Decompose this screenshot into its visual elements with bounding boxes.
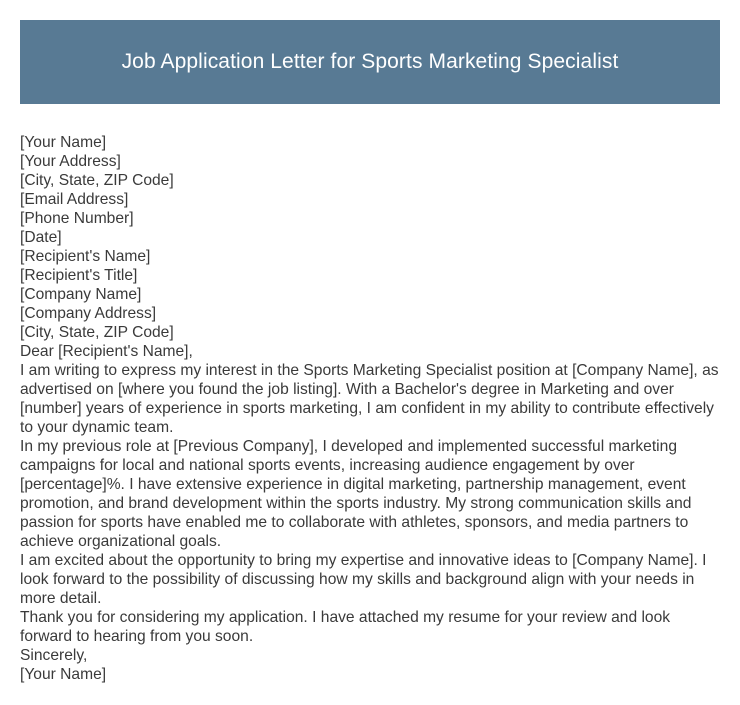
closing: Sincerely,: [20, 647, 88, 664]
sender-address: [Your Address]: [20, 153, 121, 170]
recipient-title: [Recipient's Title]: [20, 267, 138, 284]
salutation: Dear [Recipient's Name],: [20, 343, 193, 360]
paragraph-experience: In my previous role at [Previous Company], I developed and implemented successful marketing campaigns for local and national sports events, increasing audience engagement by over [percentage]%. I have extensive experience in digital marketing, partnership management, event promotion, and brand development within the sports industry. My strong communication skills and passion for sports have enabled me to collaborate with athletes, sponsors, and media partners to achieve organizational goals.: [20, 438, 692, 550]
sender-name: [Your Name]: [20, 134, 107, 151]
signature: [Your Name]: [20, 666, 107, 683]
paragraph-thanks: Thank you for considering my application. I have attached my resume for your review and look forward to hearing from you soon.: [20, 609, 671, 645]
sender-city-state-zip: [City, State, ZIP Code]: [20, 172, 174, 189]
paragraph-interest: I am excited about the opportunity to bring my expertise and innovative ideas to [Company Name]. I look forward to the possibility of discussing how my skills and background align with your needs in more detail.: [20, 552, 707, 607]
sender-phone: [Phone Number]: [20, 210, 134, 227]
title-banner: [20, 20, 720, 104]
page-title: Job Application Letter for Sports Marketing Specialist: [121, 50, 619, 73]
letter-body: [20, 133, 720, 684]
recipient-company: [Company Name]: [20, 286, 142, 303]
sender-email: [Email Address]: [20, 191, 129, 208]
paragraph-intro: I am writing to express my interest in the Sports Marketing Specialist position at [Company Name], as advertised on [where you found the job listing]. With a Bachelor's degree in Marketing and over [number] years of experience in sports marketing, I am confident in my ability to contribute effectively to your dynamic team.: [20, 362, 719, 436]
recipient-address: [Company Address]: [20, 305, 157, 322]
letter-date: [Date]: [20, 229, 62, 246]
recipient-name: [Recipient's Name]: [20, 248, 151, 265]
recipient-city-state-zip: [City, State, ZIP Code]: [20, 324, 174, 341]
